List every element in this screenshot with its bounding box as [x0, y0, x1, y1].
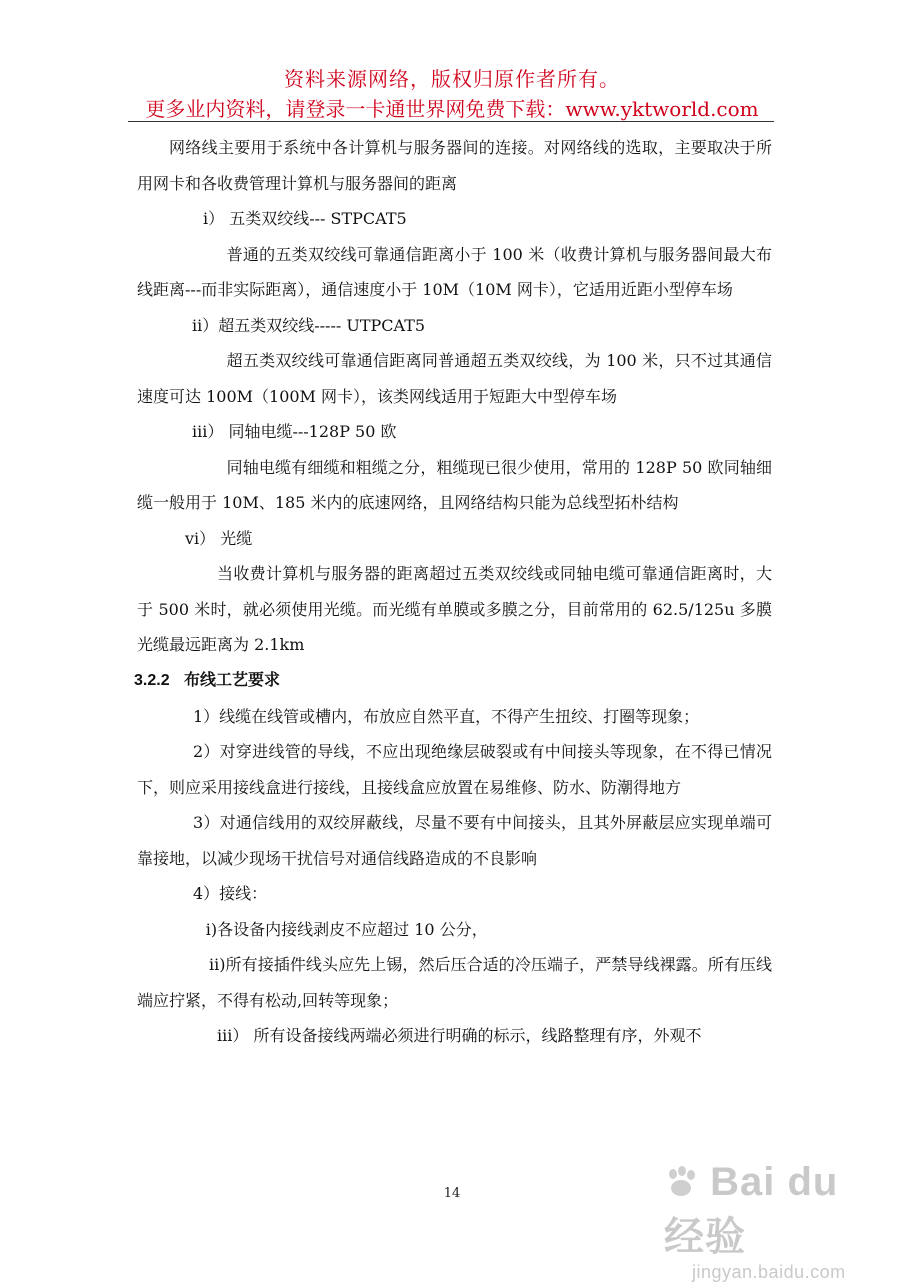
- requirement-4: 4）接线：: [193, 884, 268, 903]
- requirement-4-i: i)各设备内接线剥皮不应超过 10 公分，: [205, 919, 488, 939]
- requirement-1: 1）线缆在线管或槽内，布放应自然平直，不得产生扭绞、打圈等现象；: [193, 706, 700, 726]
- item-i-text: 普通的五类双绞线可靠通信距离小于 100 米（收费计算机与服务器间最大布线距离---而非实际距离），通信速度小于 10M（10M 网卡），它适用近距小型停车场: [137, 244, 772, 299]
- document-body: [134, 130, 772, 1054]
- item-iii-text: 同轴电缆有细缆和粗缆之分，粗缆现已很少使用，常用的 128P 50 欧同轴细缆一般用于 10M、185 米内的底速网络，且网络结构只能为总线型拓朴结构: [137, 457, 772, 512]
- watermark-url: jingyan.baidu.com: [692, 1262, 846, 1282]
- item-ii-text: 超五类双绞线可靠通信距离同普通超五类双绞线，为 100 米，只不过其通信速度可达 100M（100M 网卡），该类网线适用于短距大中型停车场: [137, 351, 772, 406]
- header-copyright-line: 资料来源网络，版权归原作者所有。: [284, 67, 620, 91]
- page-header: [0, 64, 904, 124]
- page-number: 14: [443, 1186, 461, 1201]
- header-divider: [128, 121, 774, 122]
- item-ii-heading: ii）超五类双绞线----- UTPCAT5: [192, 315, 426, 335]
- requirement-3: 3）对通信线用的双绞屏蔽线，尽量不要有中间接头，且其外屏蔽层应实现单端可靠接地，以减少现场干扰信号对通信线路造成的不良影响: [137, 813, 772, 868]
- requirement-4-ii: ii)所有接插件线头应先上锡，然后压合适的冷压端子，严禁导线裸露。所有压线端应拧紧，不得有松动,回转等现象；: [137, 955, 772, 1010]
- section-number: 3.2.2: [134, 671, 170, 689]
- watermark-logo: [664, 1160, 864, 1262]
- section-title: 布线工艺要求: [184, 671, 281, 689]
- item-iii-heading: iii） 同轴电缆---128P 50 欧: [192, 422, 397, 441]
- paw-icon: [664, 1165, 698, 1199]
- item-i-heading: i） 五类双绞线--- STPCAT5: [203, 209, 407, 228]
- header-download-line: 更多业内资料，请登录一卡通世界网免费下载：www.yktworld.com: [145, 97, 759, 121]
- section-heading: [134, 663, 772, 699]
- requirement-2: 2）对穿进线管的导线，不应出现绝缘层破裂或有中间接头等现象，在不得已情况下，则应采用接线盒进行接线，且接线盒应放置在易维修、防水、防潮得地方: [137, 742, 772, 797]
- watermark-logo-text: Bai du 经验: [664, 1160, 839, 1259]
- baidu-watermark: [664, 1160, 864, 1282]
- item-vi-heading: vi） 光缆: [185, 528, 253, 548]
- paragraph-network-cable: 网络线主要用于系统中各计算机与服务器间的连接。对网络线的选取，主要取决于所用网卡和各收费管理计算机与服务器间的距离: [137, 138, 772, 193]
- item-vi-text: 当收费计算机与服务器的距离超过五类双绞线或同轴电缆可靠通信距离时，大于 500 米时，就必须使用光缆。而光缆有单膜或多膜之分，目前常用的 62.5/125u 多膜光缆最远距离为 2.1km: [137, 564, 772, 654]
- requirement-4-iii: iii） 所有设备接线两端必须进行明确的标示，线路整理有序，外观不: [217, 1026, 702, 1045]
